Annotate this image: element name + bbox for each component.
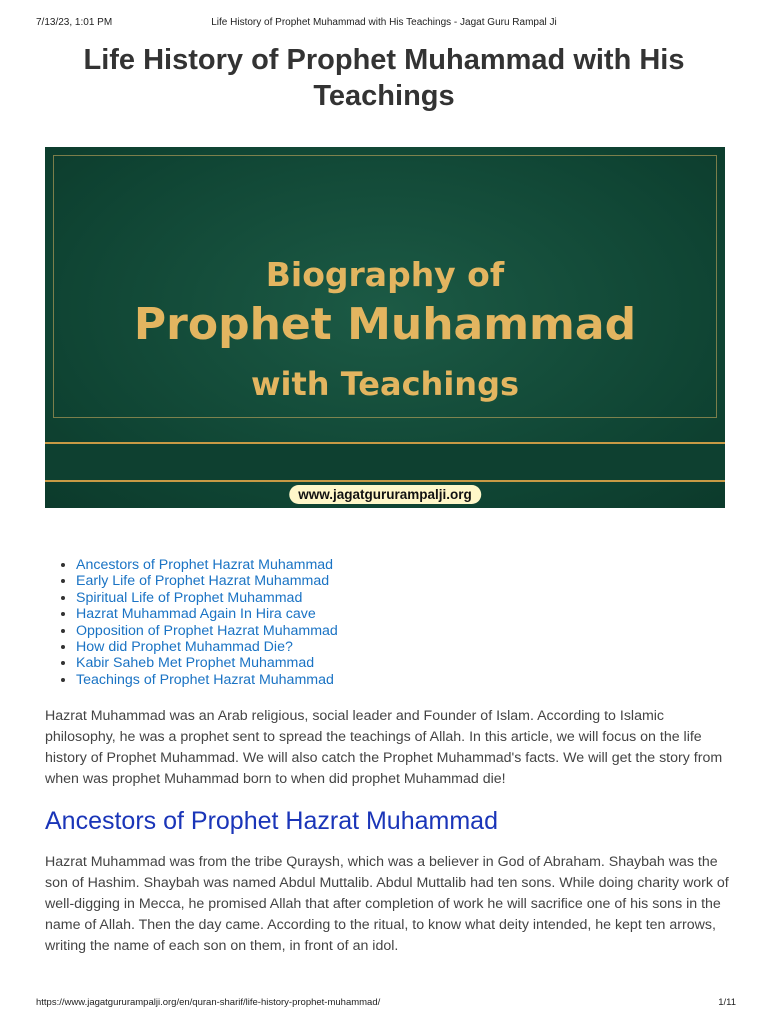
toc-item <box>76 672 338 688</box>
toc-item <box>76 639 338 655</box>
banner-line-1: Biography of <box>265 255 505 294</box>
toc-link-hira-cave[interactable]: Hazrat Muhammad Again In Hira cave <box>76 606 316 623</box>
intro-paragraph: Hazrat Muhammad was an Arab religious, social leader and Founder of Islam. According to Islamic philosophy, he was a prophet sent to spread the teachings of Allah. In this article, we will focus on the life history of Prophet Muhammad. We will also catch the Prophet Muhammad's facts. We will get the story from when was prophet Muhammad born to when did prophet Muhammad die! <box>45 708 723 787</box>
page-title: Life History of Prophet Muhammad with His Teachings <box>83 44 685 112</box>
banner-fret-strip <box>45 442 725 482</box>
toc-link-ancestors[interactable]: Ancestors of Prophet Hazrat Muhammad <box>76 557 334 573</box>
toc-link-death[interactable]: How did Prophet Muhammad Die? <box>76 639 293 656</box>
toc-item <box>76 573 338 589</box>
toc-item <box>76 623 338 639</box>
banner-line-2: Prophet Muhammad <box>133 299 637 350</box>
print-page-title: Life History of Prophet Muhammad with His Teachings - Jagat Guru Rampal Ji <box>211 16 557 28</box>
toc-link-kabir-saheb[interactable]: Kabir Saheb Met Prophet Muhammad <box>76 655 315 672</box>
toc-item <box>76 557 338 573</box>
toc-item <box>76 655 338 671</box>
toc-link-early-life[interactable]: Early Life of Prophet Hazrat Muhammad <box>76 573 330 590</box>
print-url: https://www.jagatgururampalji.org/en/quran-sharif/life-history-prophet-muhammad/ <box>36 996 381 1008</box>
print-footer <box>36 994 736 1010</box>
toc-item <box>76 590 338 606</box>
toc-item <box>76 606 338 622</box>
section-body-ancestors: Hazrat Muhammad was from the tribe Quraysh, which was a believer in God of Abraham. Shaybah was the son of Hashim. Shaybah was named Abdul Muttalib. Abdul Muttalib had ten sons. While doing charity work of well-digging in Mecca, he promised Allah that after completion of work he will sacrifice one of his sons in the name of Allah. Then the day came. According to the ritual, to know what deity intended, he kept ten arrows, writing the name of each son on them, in front of an idol. <box>45 854 729 954</box>
toc-link-spiritual-life[interactable]: Spiritual Life of Prophet Muhammad <box>76 589 303 606</box>
section-heading-ancestors: Ancestors of Prophet Hazrat Muhammad <box>45 807 498 835</box>
print-datetime: 7/13/23, 1:01 PM <box>36 16 113 28</box>
toc-link-teachings[interactable]: Teachings of Prophet Hazrat Muhammad <box>76 671 334 688</box>
toc-link-opposition[interactable]: Opposition of Prophet Hazrat Muhammad <box>76 622 338 639</box>
table-of-contents <box>36 557 338 688</box>
page-number: 1/11 <box>718 996 736 1008</box>
print-header <box>36 14 732 30</box>
banner-url: www.jagatgururampalji.org <box>289 485 481 504</box>
banner-line-3: with Teachings <box>250 365 520 403</box>
article-banner-image <box>45 147 725 508</box>
